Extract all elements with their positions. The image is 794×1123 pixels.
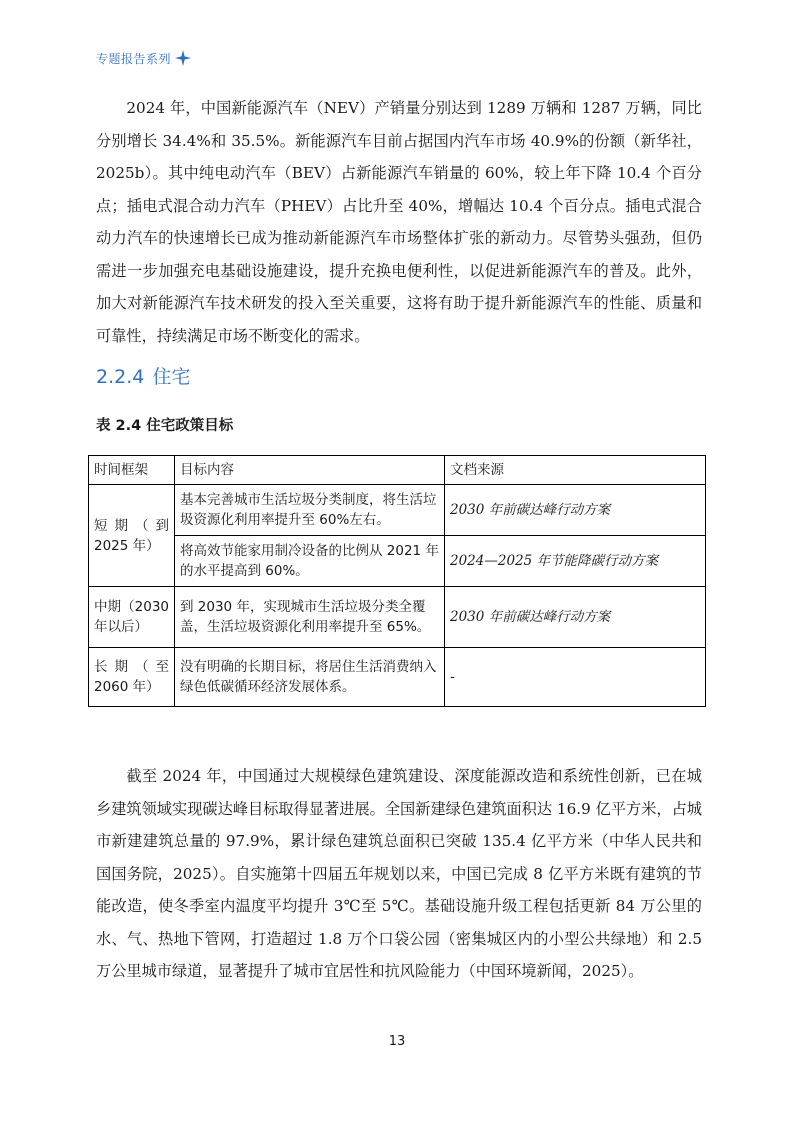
section-title: 住宅	[152, 366, 191, 388]
source-cell: 2030 年前碳达峰行动方案	[445, 587, 706, 648]
period-mid: 中期（2030 年以后）	[89, 587, 175, 648]
page-number: 13	[388, 1034, 406, 1049]
table-row	[89, 485, 706, 536]
table-caption: 表 2.4 住宅政策目标	[96, 418, 234, 434]
target-cell: 基本完善城市生活垃圾分类制度，将生活垃圾资源化利用率提升至 60%左右。	[175, 485, 445, 536]
series-title: 专题报告系列	[96, 51, 172, 66]
target-cell: 到 2030 年，实现城市生活垃圾分类全覆盖，生活垃圾资源化利用率提升至 65%。	[175, 587, 445, 648]
source-cell: 2024—2025 年节能降碳行动方案	[445, 536, 706, 587]
four-point-star-icon	[175, 50, 191, 66]
table-row	[89, 587, 706, 648]
section-heading	[96, 362, 190, 389]
section-number: 2.2.4	[96, 366, 145, 388]
source-cell: -	[445, 648, 706, 707]
nev-paragraph: 2024 年，中国新能源汽车（NEV）产销量分别达到 1289 万辆和 1287 万辆，同比分别增长 34.4%和 35.5%。新能源汽车目前占据国内汽车市场 40.9%的份额（新华社，2025b）。其中纯电动汽车（BEV）占新能源汽车销量的 60%，较上年下降 10.4 个百分点；插电式混合动力汽车（PHEV）占比升至 40%，增幅达 10.4 个百分点。插电式混合动力汽车的快速增长已成为推动新能源汽车市场整体扩张的新动力。尽管势头强劲，但仍需进一步加强充电基础设施建设，提升充换电便利性，以促进新能源汽车的普及。此外，加大对新能源汽车技术研发的投入至关重要，这将有助于提升新能源汽车的性能、质量和可靠性，持续满足市场不断变化的需求。	[96, 99, 702, 345]
table-row	[89, 648, 706, 707]
table-row	[89, 536, 706, 587]
green-building-paragraph: 截至 2024 年，中国通过大规模绿色建筑建设、深度能源改造和系统性创新，已在城乡建筑领域实现碳达峰目标取得显著进展。全国新建绿色建筑面积达 16.9 亿平方米，占城市新建建筑总量的 97.9%，累计绿色建筑总面积已突破 135.4 亿平方米（中华人民共和国国务院，2025）。自实施第十四届五年规划以来，中国已完成 8 亿平方米既有建筑的节能改造，使冬季室内温度平均提升 3℃至 5℃。基础设施升级工程包括更新 84 万公里的水、气、热地下管网，打造超过 1.8 万个口袋公园（密集城区内的小型公共绿地）和 2.5 万公里城市绿道，显著提升了城市宜居性和抗风险能力（中国环境新闻，2025）。	[96, 767, 702, 980]
report-series-header	[96, 48, 191, 68]
period-long: 长期（至 2060 年）	[89, 648, 175, 707]
source-cell: 2030 年前碳达峰行动方案	[445, 485, 706, 536]
header-source: 文档来源	[445, 456, 706, 485]
target-cell: 将高效节能家用制冷设备的比例从 2021 年的水平提高到 60%。	[175, 536, 445, 587]
target-cell: 没有明确的长期目标，将居住生活消费纳入绿色低碳循环经济发展体系。	[175, 648, 445, 707]
table-header-row	[89, 456, 706, 485]
housing-policy-table	[88, 455, 706, 707]
header-timeframe: 时间框架	[89, 456, 175, 485]
header-target: 目标内容	[175, 456, 445, 485]
period-short: 短期（到 2025 年）	[89, 485, 175, 587]
